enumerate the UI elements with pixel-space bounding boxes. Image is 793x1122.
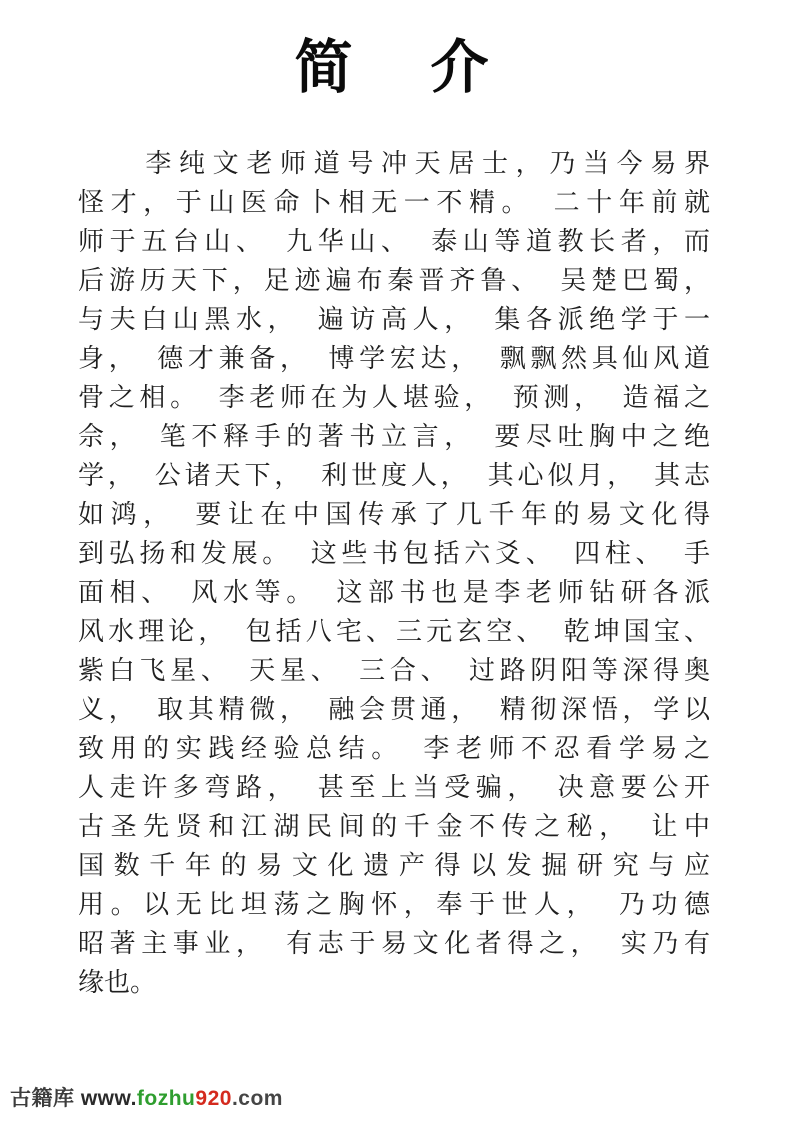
text-line: 如鸿， 要让在中国传承了几千年的易文化得: [78, 499, 710, 529]
text-line: 学， 公诸天下， 利世度人， 其心似月， 其志: [78, 460, 710, 490]
watermark-url-tld: .com: [231, 1087, 283, 1110]
body-text: [78, 144, 710, 1002]
text-line: 面相、 风水等。 这部书也是李老师钻研各派: [78, 577, 710, 607]
page-title: 简 介: [294, 33, 499, 101]
text-line: 风水理论， 包括八宅、三元玄空、 乾坤国宝、: [78, 616, 710, 646]
watermark-url-name: fozhu: [136, 1087, 196, 1110]
text-line: 与夫白山黑水， 遍访高人， 集各派绝学于一: [78, 304, 710, 334]
watermark-library-label: 古籍库: [10, 1087, 75, 1110]
text-line: 李纯文老师道号冲天居士，乃当今易界: [78, 148, 710, 178]
text-line: 义， 取其精微， 融会贯通， 精彻深悟，学以: [78, 694, 710, 724]
watermark-url-www: www.: [80, 1087, 137, 1110]
watermark: [10, 1082, 283, 1112]
text-line: 国数千年的易文化遗产得以发掘研究与应: [78, 850, 710, 880]
text-line: 后游历天下，足迹遍布秦晋齐鲁、 吴楚巴蜀，: [78, 265, 710, 295]
text-line: 致用的实践经验总结。 李老师不忍看学易之: [78, 733, 710, 763]
text-line: 到弘扬和发展。 这些书包括六爻、 四柱、 手: [78, 538, 710, 568]
text-line: 人走许多弯路， 甚至上当受骗， 决意要公开: [78, 772, 710, 802]
text-line: 师于五台山、 九华山、 泰山等道教长者，而: [78, 226, 710, 256]
watermark-url-number: 920: [195, 1087, 232, 1110]
text-line: 古圣先贤和江湖民间的千金不传之秘， 让中: [78, 811, 710, 841]
text-line: 昭著主事业， 有志于易文化者得之， 实乃有: [78, 928, 710, 958]
text-line: 缘也。: [78, 967, 157, 997]
text-line: 骨之相。 李老师在为人堪验， 预测， 造福之: [78, 382, 710, 412]
text-line: 佘， 笔不释手的著书立言， 要尽吐胸中之绝: [78, 421, 710, 451]
text-line: 怪才，于山医命卜相无一不精。 二十年前就: [78, 187, 710, 217]
text-line: 紫白飞星、 天星、 三合、 过路阴阳等深得奥: [78, 655, 710, 685]
text-line: 用。以无比坦荡之胸怀，奉于世人， 乃功德: [78, 889, 710, 919]
text-line: 身， 德才兼备， 博学宏达， 飘飘然具仙风道: [78, 343, 710, 373]
